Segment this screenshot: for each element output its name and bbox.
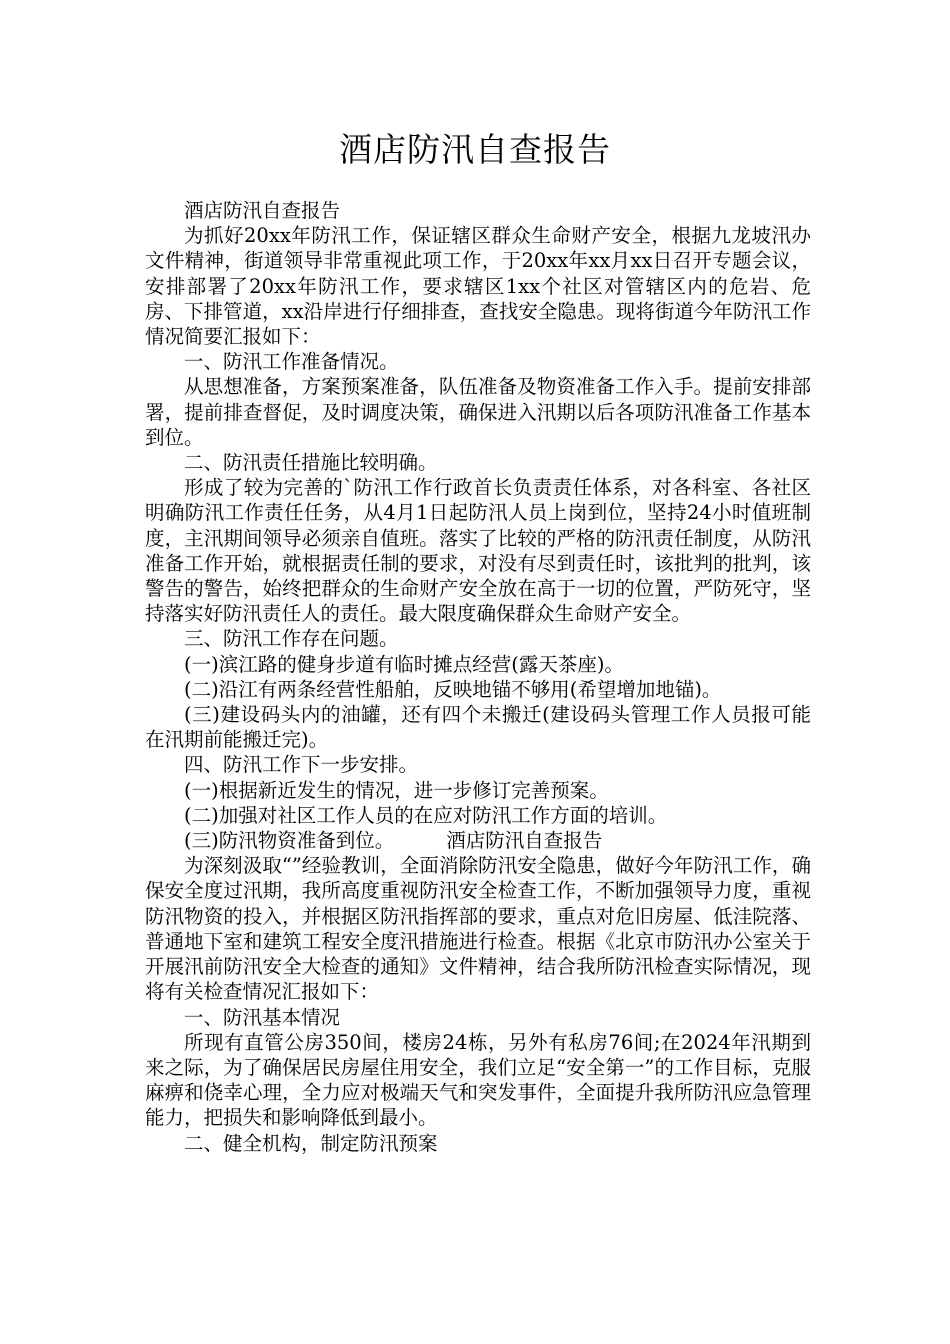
document-title: 酒店防汛自查报告 [339, 130, 611, 169]
second-report-title: 酒店防汛自查报告 [446, 829, 603, 853]
subtitle-line: 酒店防汛自查报告 [184, 199, 341, 222]
section-1-paragraph: 从思想准备，方案预案准备，队伍准备及物资准备工作入手。提前安排部署，提前排查督促，及时调度决策，确保进入汛期以后各项防汛准备工作基本到位。 [145, 375, 811, 449]
section-2-paragraph: 形成了较为完善的`防汛工作行政首长负责责任体系，对各科室、各社区明确防汛工作责任任务，从4月1日起防汛人员上岗到位，坚持24小时值班制度，主汛期间领导必须亲自值班。落实了比较的严格的防汛责任制度，从防汛准备工作开始，就根据责任制的要求，对没有尽到责任时，该批判的批判，该警告的警告，始终把群众的生命财产安全放在高于一切的位置，严防死守，坚持落实好防汛责任人的责任。最大限度确保群众生命财产安全。 [145, 476, 811, 626]
section-heading-2: 二、防汛责任措施比较明确。 [184, 451, 438, 475]
intro-paragraph: 为抓好20xx年防汛工作，保证辖区群众生命财产安全，根据九龙坡汛办文件精神，街道领导非常重视此项工作，于20xx年xx月xx日召开专题会议，安排部署了20xx年防汛工作，要求辖区1xx个社区对管辖区内的危岩、危房、下排管道，xx沿岸进行仔细排查，查找安全隐患。现将街道今年防汛工作情况简要汇报如下： [145, 224, 811, 349]
section-heading-1: 一、防汛工作准备情况。 [184, 350, 399, 374]
issue-item-1: (一)滨江路的健身步道有临时摊点经营(露天茶座)。 [184, 652, 624, 676]
section-heading-3: 三、防汛工作存在问题。 [184, 627, 399, 651]
plan-item-3: (三)防汛物资准备到位。 [184, 829, 395, 853]
second-section-1-paragraph: 所现有直管公房350间，楼房24栋，另外有私房76间;在2024年汛期到来之际，为了确保居民房屋住用安全，我们立足“安全第一”的工作目标，克服麻痹和侥幸心理，全力应对极端天气和突发事件，全面提升我所防汛应急管理能力，把损失和影响降低到最小。 [145, 1030, 811, 1130]
section-heading-4: 四、防汛工作下一步安排。 [184, 753, 419, 777]
issue-item-2: (二)沿江有两条经营性船舶，反映地锚不够用(希望增加地锚)。 [184, 677, 722, 701]
second-section-heading-2: 二、健全机构，制定防汛预案 [184, 1131, 438, 1155]
second-section-heading-1: 一、防汛基本情况 [184, 1005, 341, 1029]
second-intro-paragraph: 为深刻汲取“”经验教训，全面消除防汛安全隐患，做好今年防汛工作，确保安全度过汛期，我所高度重视防汛安全检查工作，不断加强领导力度，重视防汛物资的投入，并根据区防汛指挥部的要求，重点对危旧房屋、低洼院落、普通地下室和建筑工程安全度汛措施进行检查。根据《北京市防汛办公室关于开展汛前防汛安全大检查的通知》文件精神，结合我所防汛检查实际情况，现将有关检查情况汇报如下： [145, 854, 811, 1004]
document-body [145, 198, 811, 1156]
plan-item-2: (二)加强对社区工作人员的在应对防汛工作方面的培训。 [184, 803, 668, 827]
issue-item-3: (三)建设码头内的油罐，还有四个未搬迁(建设码头管理工作人员报可能在汛期前能搬迁完)。 [145, 703, 811, 752]
plan-item-1: (一)根据新近发生的情况，进一步修订完善预案。 [184, 778, 609, 802]
plan-item-3-line [145, 828, 811, 853]
